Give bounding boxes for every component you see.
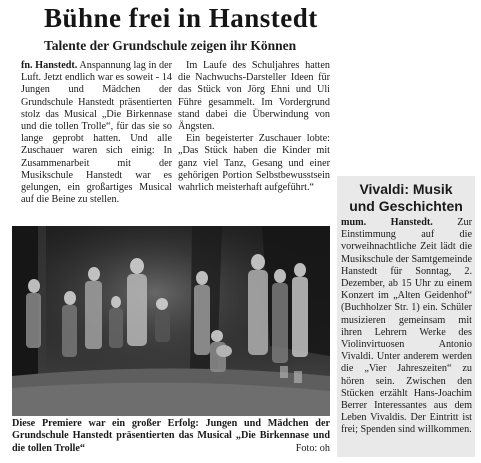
dateline: fn. Hanstedt. <box>21 60 78 71</box>
photo-credit: Foto: oh <box>295 442 330 454</box>
photo-caption <box>12 418 330 455</box>
caption-text: Diese Premiere war ein großer Erfolg: Jungen und Mädchen der Grundschule Hanstedt präsentierten das Musical „Die Birkennase und die tollen Trolle“ <box>12 418 330 454</box>
subheadline: Talente der Grundschule zeigen ihr Können <box>44 38 297 53</box>
article-column-1 <box>21 60 172 206</box>
paragraph <box>21 60 172 206</box>
side-article-body <box>341 217 472 437</box>
side-title-line-2: und Geschichten <box>349 198 463 214</box>
paragraph-text: Anspannung lag in der Luft. Jetzt endlich war es soweit - 14 Jungen und Mädchen der Grundschule Hanstedt präsentierten stolz das Musical „Die Birkennase und die tollen Trolle“, für das sie so lange geprobt hatten. Und alle Zuschauer waren sich einig: In Zusammenarbeit mit der Musikschule Hanstedt war es gelungen, ein großartiges Musical auf die Beine zu stellen. <box>21 60 172 206</box>
article-column-2 <box>178 60 330 194</box>
stage-photo <box>12 226 330 416</box>
side-title-line-1: Vivaldi: Musik <box>359 181 453 197</box>
headline: Bühne frei in Hanstedt <box>44 3 318 33</box>
paragraph-text: Zur Einstimmung auf die vorweihnachtliche Zeit lädt die Musikschule der Samtgemeinde Hanstedt für Sonntag, 2. Dezember, ab 15 Uhr zu einem Konzert im „Alten Geidenhof“ (Buchholzer Str. 1) ein. Schüler musizieren gemeinsam mit ihren Lehrern Werke des Violinvirtuosen Antonio Vivaldi. Unter anderem werden die „Vier Jahreszeiten“ zu hören sein. Zwischen den Stücken erzählt Hans-Joachim Berrer Interessantes aus dem Leben Vivaldis. Der Eintritt ist frei; Spenden sind willkommen. <box>341 217 472 436</box>
paragraph: Im Laufe des Schuljahres hatten die Nachwuchs-Darsteller Ideen für das Stück von Jörg Ehni und Uli Führe gesammelt. Im Vordergrund stand dabei die Überwindung von Ängsten. <box>178 60 330 133</box>
paragraph: Ein begeisterter Zuschauer lobte: „Das Stück haben die Kinder mit ganz viel Tanz, Gesang und einer gehörigen Portion Selbstbewusstsein wahrlich meisterhaft aufgeführt.“ <box>178 133 330 194</box>
dateline: mum. Hanstedt. <box>341 217 433 228</box>
paragraph <box>341 217 472 437</box>
side-article <box>337 176 475 457</box>
side-article-title <box>337 181 475 215</box>
